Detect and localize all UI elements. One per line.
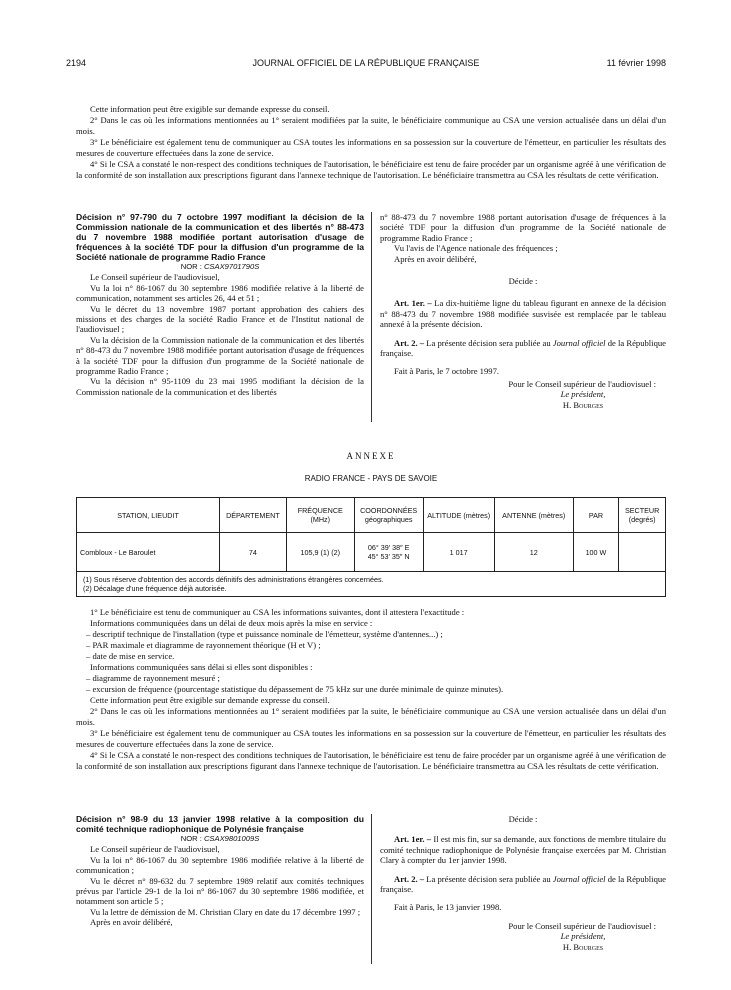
paragraph: 2° Dans le cas où les informations mentionnées au 1° seraient modifiées par la suite, le bénéficiaire communique au CSA une version actualisée dans un délai d'un mois.	[76, 115, 666, 136]
decision1-left-column	[76, 212, 364, 397]
nor-reference: NOR : CSAX9801009S	[180, 834, 260, 843]
paragraph: Vu la loi n° 86-1067 du 30 septembre 1986 modifiée relative à la liberté de communication ;	[76, 854, 364, 876]
signatory-name: H. Bourges	[562, 399, 604, 410]
paragraph: 1° Le bénéficiaire est tenu de communiquer au CSA les informations suivantes, dont il attestera l'exactitude :	[90, 607, 465, 617]
paragraph: – PAR maximale et diagramme de rayonnement théorique (H et V) ;	[86, 640, 321, 650]
article-1: Art. 1er. – Il est mis fin, sur sa demande, aux fonctions de membre titulaire du comité technique radiophonique de Polynésie française exercées par M. Christian Clary à compter du 1er janvier 1998.	[380, 834, 666, 866]
paragraph: Le Conseil supérieur de l'audiovisuel,	[90, 844, 220, 855]
decision-title: Décision n° 98-9 du 13 janvier 1998 relative à la composition du comité technique radiophonique de Polynésie française	[76, 814, 364, 834]
station-cell: Combloux - Le Baroulet	[77, 533, 220, 572]
column-header: STATION, LIEUDIT	[77, 498, 220, 533]
decision-title: Décision n° 97-790 du 7 octobre 1997 modifiant la décision de la Commission nationale de la communication et des libertés n° 88-473 du 7 novembre 1988 modifiée portant autorisation d'usage de fréquences à la société TDF pour la diffusion d'un programme de la Société nationale de programme Radio France	[76, 212, 364, 262]
paragraph: 3° Le bénéficiaire est également tenu de communiquer au CSA toutes les informations en sa possession sur la couverture de l'émetteur, en particulier les résultats des mesures de couverture effectuées dans la zone de service.	[76, 137, 666, 158]
signatory-role: Le président,	[560, 389, 606, 400]
paragraph: – excursion de fréquence (pourcentage statistique du dépassement de 75 kHz sur une durée minimale de quinze minutes).	[86, 684, 504, 694]
paragraph: 4° Si le CSA a constaté le non-respect des conditions techniques de l'autorisation, le bénéficiaire est tenu de faire procéder par un organisme agréé à une vérification de la conformité de son installation aux prescriptions figurant dans l'annexe technique de l'autorisation. Le bénéficiaire transmettra au CSA les résultats de cette vérification.	[76, 159, 666, 180]
column-header: ALTITUDE (mètres)	[423, 498, 494, 533]
paragraph: – descriptif technique de l'installation (type et puissance nominale de l'émetteur, système d'antennes...) ;	[86, 629, 443, 639]
column-header: PAR	[573, 498, 619, 533]
table-notes-row	[77, 572, 666, 597]
done-at: Fait à Paris, le 7 octobre 1997.	[394, 366, 500, 377]
paragraph: n° 88-473 du 7 novembre 1988 portant autorisation d'usage de fréquences à la société TDF pour la diffusion d'un programme de la Société nationale de programme Radio France ;	[380, 212, 666, 243]
paragraph: – date de mise en service.	[86, 651, 175, 661]
table-row	[77, 533, 666, 572]
annexe-subtitle: RADIO FRANCE - PAYS DE SAVOIE	[304, 474, 438, 483]
paragraph: 2° Dans le cas où les informations mentionnées au 1° seraient modifiées par la suite, le bénéficiaire communique au CSA une version actualisée dans un délai d'un mois.	[76, 706, 666, 727]
paragraph: Le Conseil supérieur de l'audiovisuel,	[90, 272, 220, 283]
article-2: Art. 2. – La présente décision sera publiée au Journal officiel de la République française.	[380, 337, 666, 359]
decide-heading: Décide :	[508, 276, 538, 287]
nor-reference: NOR : CSAX9701790S	[180, 262, 260, 271]
secteur-cell	[619, 533, 666, 572]
signatory: Pour le Conseil supérieur de l'audiovisuel :	[508, 378, 656, 389]
frequency-table	[76, 497, 666, 597]
signatory-name: H. Bourges	[562, 941, 604, 952]
column-header: FRÉQUENCE (MHz)	[286, 498, 354, 533]
paragraph: Informations communiquées sans délai si elles sont disponibles :	[90, 662, 313, 672]
paragraph: Informations communiquées dans un délai de deux mois après la mise en service :	[90, 618, 373, 628]
decision2-right-column	[380, 814, 666, 952]
journal-title: JOURNAL OFFICIEL DE LA RÉPUBLIQUE FRANÇAISE	[252, 58, 480, 68]
paragraph: Cette information peut être exigible sur demande expresse du conseil.	[90, 695, 330, 705]
page-number: 2194	[66, 58, 87, 68]
mid-text-block	[76, 607, 666, 772]
column-header: ANTENNE (mètres)	[494, 498, 573, 533]
paragraph: Vu l'avis de l'Agence nationale des fréquences ;	[394, 243, 558, 254]
done-at: Fait à Paris, le 13 janvier 1998.	[394, 902, 502, 913]
column-divider	[371, 814, 372, 964]
article-1: Art. 1er. – La dix-huitième ligne du tableau figurant en annexe de la décision n° 88-473 du 7 novembre 1988 modifiée susvisée est remplacée par le tableau annexé à la présente décision.	[380, 298, 666, 330]
antenne-cell: 12	[494, 533, 573, 572]
altitude-cell: 1 017	[423, 533, 494, 572]
par-cell: 100 W	[573, 533, 619, 572]
table-notes: (1) Sous réserve d'obtention des accords définitifs des administrations étrangères concernées. (2) Décalage d'une fréquence déjà autorisée.	[77, 572, 666, 597]
paragraph: Vu la lettre de démission de M. Christian Clary en date du 17 décembre 1997 ;	[90, 906, 361, 917]
table-header-row	[77, 498, 666, 533]
article-2: Art. 2. – La présente décision sera publiée au Journal officiel de la République française.	[380, 873, 666, 895]
paragraph: Cette information peut être exigible sur demande expresse du conseil.	[90, 104, 330, 114]
paragraph: – diagramme de rayonnement mesuré ;	[86, 673, 220, 683]
decide-heading: Décide :	[508, 814, 538, 824]
column-header: DÉPARTEMENT	[220, 498, 287, 533]
column-divider	[371, 212, 372, 422]
paragraph: Vu le décret n° 89-632 du 7 septembre 1989 relatif aux comités techniques prévus par l'article 29-1 de la loi n° 86-1067 du 30 septembre 1986 modifiée, et notamment son article 5 ;	[76, 875, 364, 907]
signatory: Pour le Conseil supérieur de l'audiovisuel :	[508, 920, 656, 931]
top-text-block	[76, 104, 666, 181]
column-header: COORDONNÉES géographiques	[354, 498, 423, 533]
paragraph: Vu la loi n° 86-1067 du 30 septembre 1986 modifiée relative à la liberté de communication, notamment ses articles 26, 44 et 51 ;	[76, 282, 364, 304]
decision1-right-column	[380, 212, 666, 410]
paragraph: 4° Si le CSA a constaté le non-respect des conditions techniques de l'autorisation, le bénéficiaire est tenu de faire procéder par un organisme agréé à une vérification de la conformité de son installation aux prescriptions figurant dans l'annexe technique de l'autorisation. Le bénéficiaire transmettra au CSA les résultats de cette vérification.	[76, 750, 666, 771]
paragraph: Vu la décision n° 95-1109 du 23 mai 1995 modifiant la décision de la Commission nationale de la communication et des libertés	[76, 376, 364, 397]
decision2-left-column	[76, 814, 364, 928]
paragraph: Après en avoir délibéré,	[394, 253, 477, 264]
paragraph: 3° Le bénéficiaire est également tenu de communiquer au CSA toutes les informations en sa possession sur la couverture de l'émetteur, en particulier les résultats des mesures de couverture effectuées dans la zone de service.	[76, 728, 666, 749]
paragraph: Vu le décret du 13 novembre 1987 portant approbation des cahiers des missions et des charges de la société Radio France et de l'Institut national de l'audiovisuel ;	[76, 303, 364, 335]
column-header: SECTEUR (degrés)	[619, 498, 666, 533]
frequence-cell: 105,9 (1) (2)	[286, 533, 354, 572]
departement-cell: 74	[220, 533, 287, 572]
coordinates-cell: 06° 39′ 38″ E 45° 53′ 35″ N	[354, 533, 423, 572]
annexe-title: ANNEXE	[346, 451, 396, 461]
paragraph: Après en avoir délibéré,	[90, 917, 173, 928]
signatory-role: Le président,	[560, 931, 606, 942]
issue-date: 11 février 1998	[606, 58, 666, 68]
paragraph: Vu la décision de la Commission nationale de la communication et des libertés n° 88-473 du 7 novembre 1988 modifiée portant autorisation d'usage de fréquences à la société TDF pour la diffusion d'un programme de la Société nationale de programme Radio France ;	[76, 334, 364, 377]
